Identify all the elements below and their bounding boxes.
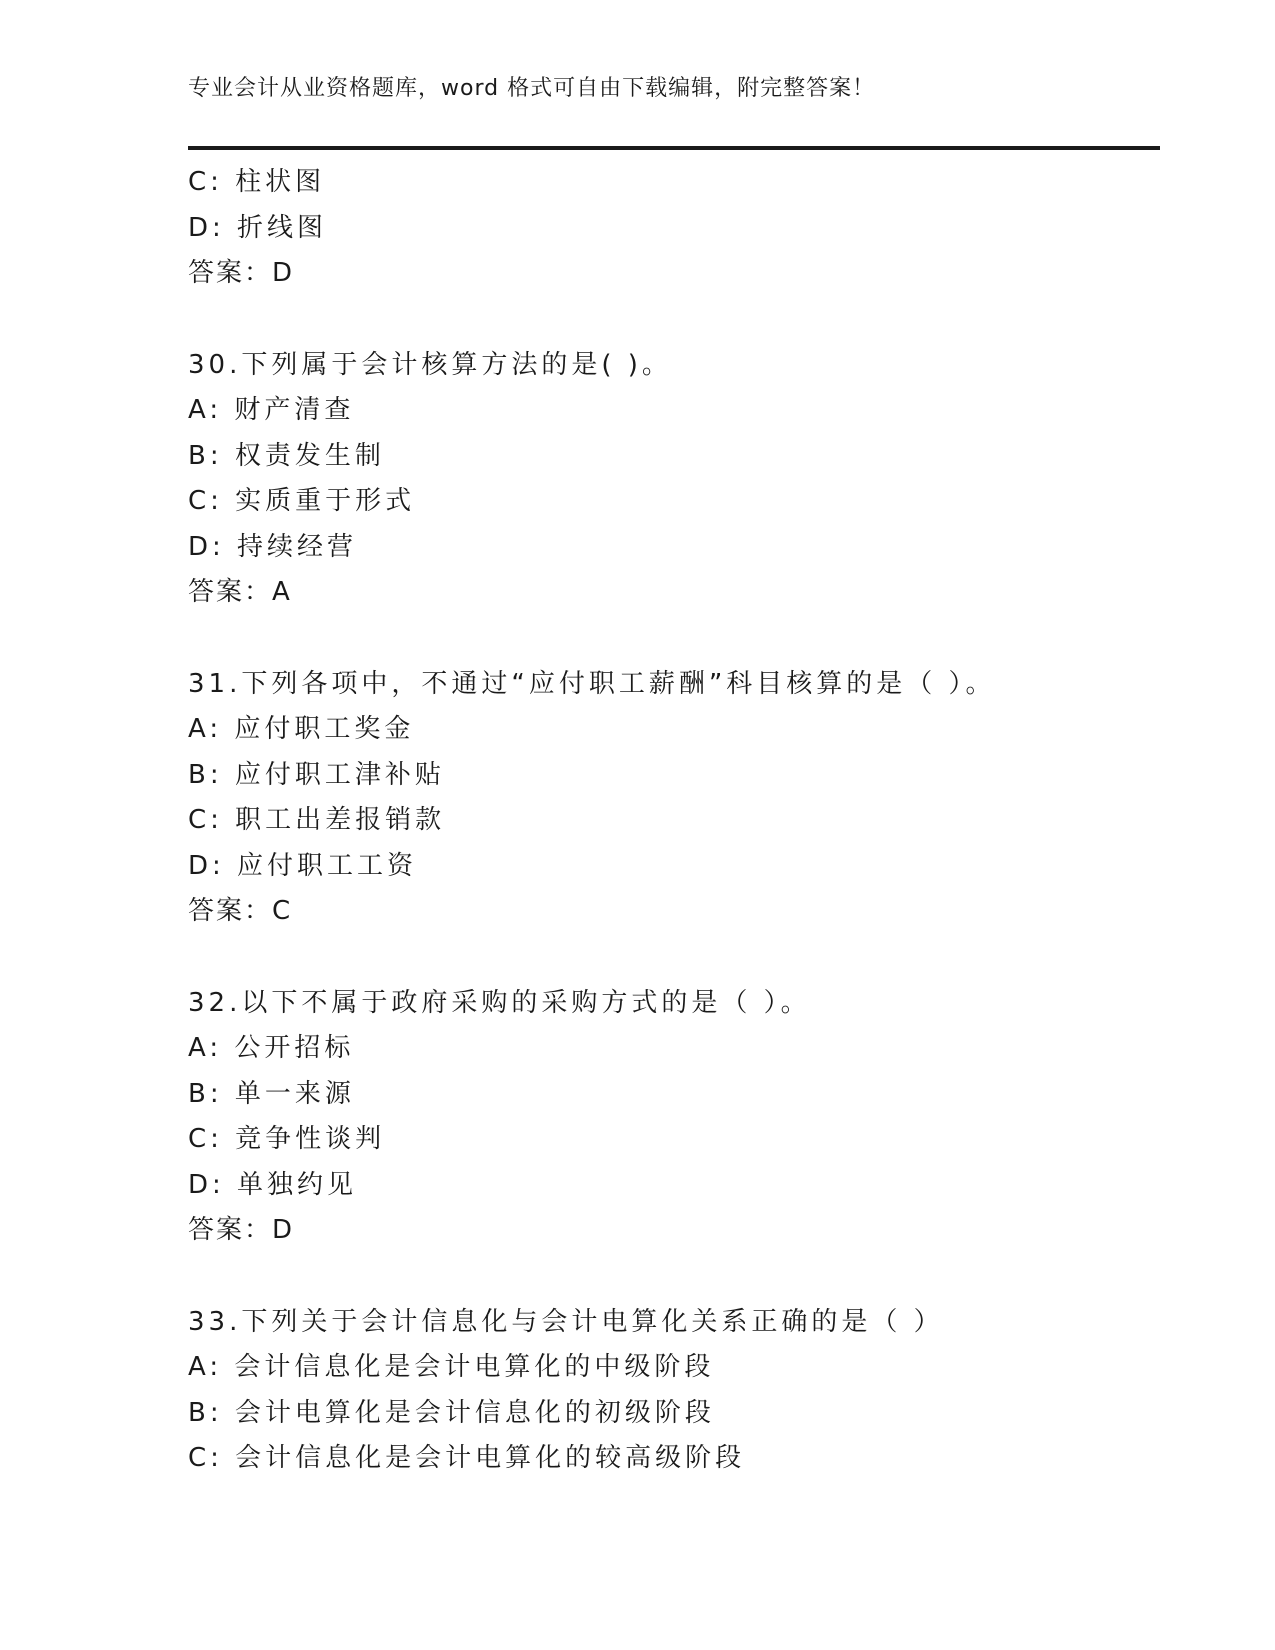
spacer	[188, 1254, 1160, 1300]
option-b: B: 应付职工津补贴	[188, 759, 445, 790]
option-d: D: 单独约见	[188, 1169, 358, 1200]
option-c: C: 会计信息化是会计电算化的较高级阶段	[188, 1443, 746, 1473]
answer: 答案：A	[188, 577, 292, 607]
option-a: A: 财产清查	[188, 395, 355, 425]
option-c: C: 实质重于形式	[188, 486, 416, 516]
question-list	[188, 160, 1160, 1482]
option-b: B: 单一来源	[188, 1078, 355, 1109]
option-d: D: 折线图	[188, 212, 328, 243]
option-b: B: 权责发生制	[188, 440, 385, 471]
option-c: C: 柱状图	[188, 167, 326, 197]
option-a: A: 应付职工奖金	[188, 714, 415, 744]
option-a: A: 会计信息化是会计电算化的中级阶段	[188, 1352, 715, 1382]
question-stem: 32.以下不属于政府采购的采购方式的是（ ）。	[188, 987, 811, 1018]
page-header: 专业会计从业资格题库，word 格式可自由下载编辑，附完整答案！	[188, 76, 876, 101]
answer: 答案：C	[188, 896, 293, 926]
spacer	[188, 297, 1160, 343]
option-d: D: 应付职工工资	[188, 850, 418, 881]
option-b: B: 会计电算化是会计信息化的初级阶段	[188, 1397, 715, 1428]
option-d: D: 持续经营	[188, 531, 358, 562]
question-stem: 31.下列各项中，不通过“应付职工薪酬”科目核算的是（ ）。	[188, 668, 996, 699]
question-stem: 33.下列关于会计信息化与会计电算化关系正确的是（ ）	[188, 1306, 944, 1337]
header-double-rule	[188, 146, 1160, 150]
answer: 答案：D	[188, 258, 295, 288]
option-c: C: 职工出差报销款	[188, 805, 446, 835]
answer: 答案：D	[188, 1215, 295, 1245]
question-stem: 30.下列属于会计核算方法的是( )。	[188, 349, 672, 380]
spacer	[188, 935, 1160, 981]
option-c: C: 竞争性谈判	[188, 1124, 386, 1154]
option-a: A: 公开招标	[188, 1033, 355, 1063]
spacer	[188, 616, 1160, 662]
